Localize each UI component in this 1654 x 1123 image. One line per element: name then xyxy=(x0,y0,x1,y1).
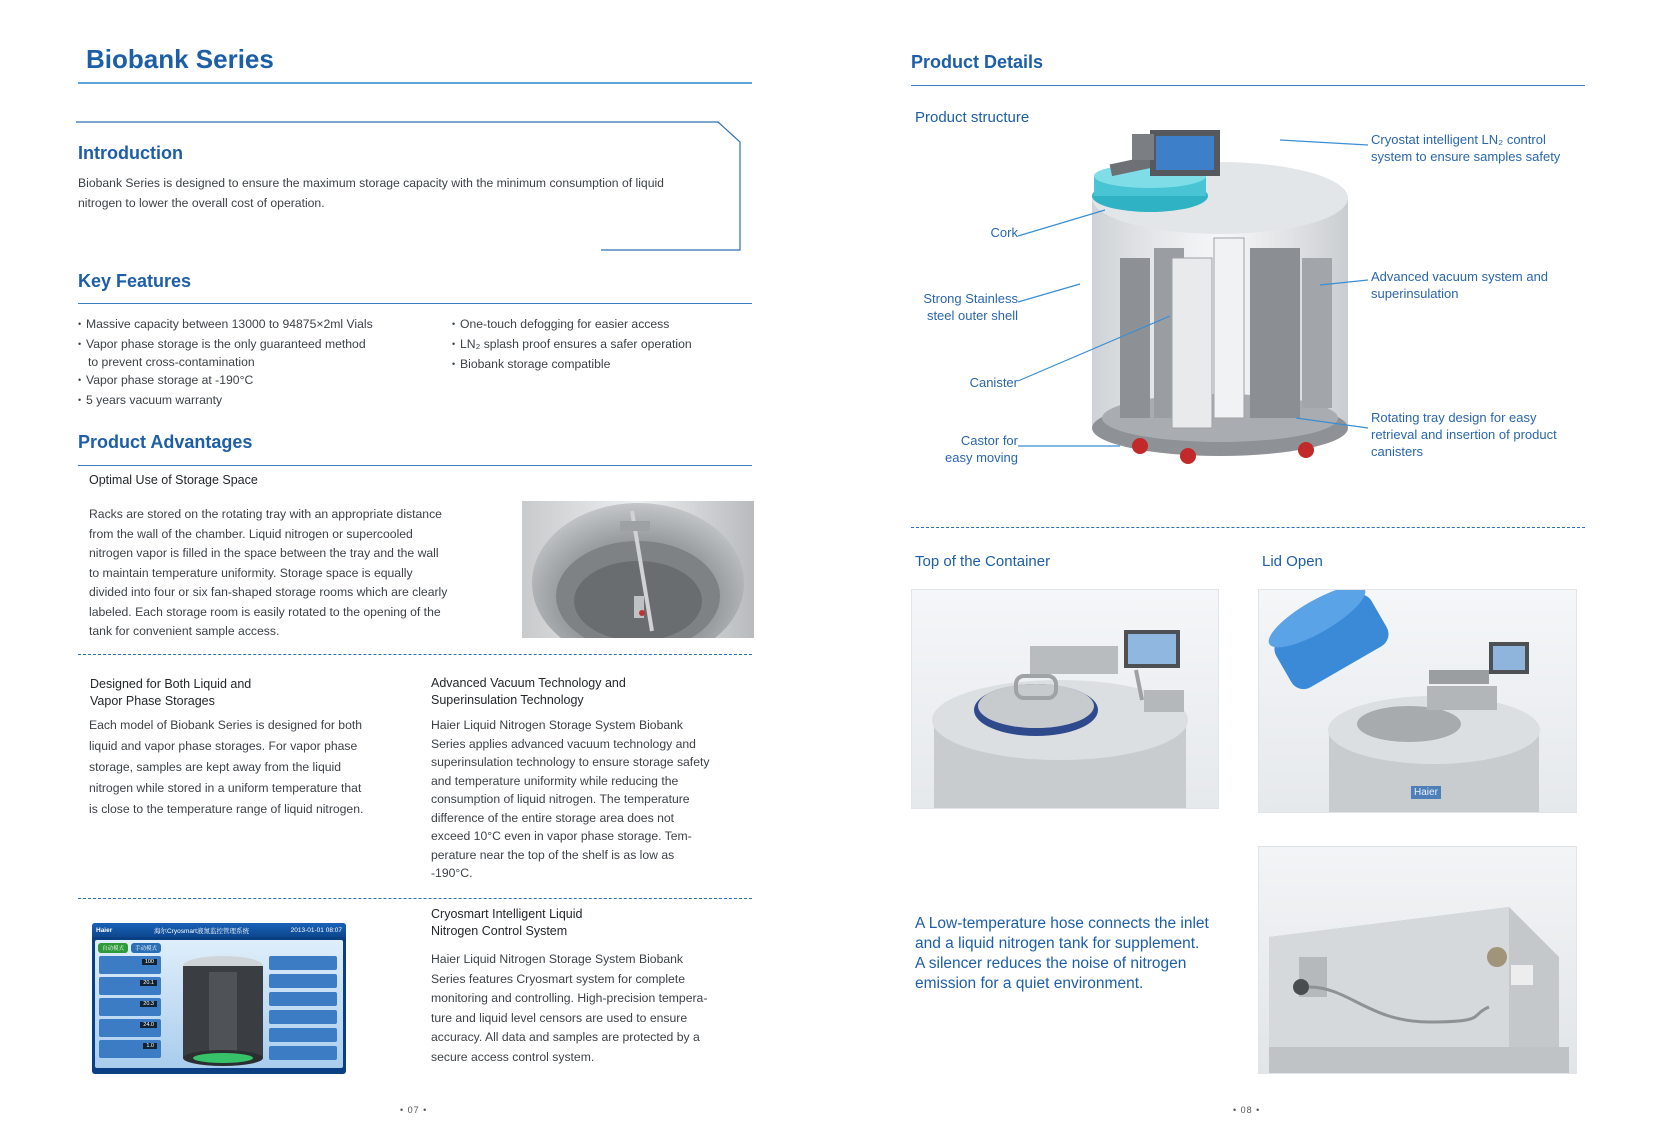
introduction-heading: Introduction xyxy=(78,143,183,163)
optimal-text: Racks are stored on the rotating tray with an appropriate distance from the wall of the chamber. Liquid nitrogen or supercooled nitrogen vapor is filled in the space between the tray and the wall to maintain temperature uniformity. Storage space is equally divided into four or six fan-shaped storage rooms which are clearly labeled. Each storage room is easily rotated to the opening of the tank for convenient sample access. xyxy=(89,507,448,638)
feature-item: • 5 years vacuum warranty xyxy=(78,390,408,410)
page-number-right: • 08 • xyxy=(1233,1105,1261,1115)
vacuum-title: Advanced Vacuum Technology and Superinsulation Technology xyxy=(431,676,626,707)
callout-lines-right xyxy=(1280,130,1370,440)
feature-item: • Vapor phase storage at -190°C xyxy=(78,370,408,390)
lid-open-label: Lid Open xyxy=(1262,553,1323,570)
callout-control-system: Cryostat intelligent LN₂ control system to ensure samples safety xyxy=(1371,132,1561,164)
key-features-heading: Key Features xyxy=(78,271,192,291)
details-rule xyxy=(911,85,1585,86)
title-rule xyxy=(78,82,752,84)
screen-tab-auto: 自动模式 xyxy=(98,943,128,953)
page-title: Biobank Series xyxy=(86,44,274,74)
advantages-rule xyxy=(78,465,752,466)
feature-item: • LN₂ splash proof ensures a safer operation xyxy=(452,334,752,354)
callout-canister: Canister xyxy=(969,375,1018,390)
lid-open-photo xyxy=(1258,589,1577,813)
callout-rotating-tray: Rotating tray design for easy retrieval and insertion of product canisters xyxy=(1371,410,1557,459)
top-container-photo xyxy=(911,589,1219,809)
both-phases-text: Each model of Biobank Series is designed for both liquid and vapor phase storages. For vapor phase storage, samples are kept away from the liquid nitrogen while stored in a uniform temperature that is close to the temperature range of liquid nitrogen. xyxy=(89,718,364,816)
key-features-list-1 xyxy=(78,314,408,410)
cryosmart-screen-image: Haier 海尔Cryosmart液氮监控管理系统 2013-01-01 08:07 自动模式 手动模式 100 20.1 20.3 24.0 1.0 xyxy=(92,923,346,1074)
cryosmart-title: Cryosmart Intelligent Liquid Nitrogen Control System xyxy=(431,907,583,938)
divider-2 xyxy=(78,898,752,899)
cryosmart-text: Haier Liquid Nitrogen Storage System Biobank Series features Cryosmart system for complete monitoring and controlling. High-precision tempera- ture and liquid level censors are used to ensure accuracy. All data and samples are protected by a secure access control system. xyxy=(431,952,708,1064)
tank-brand-label: Haier xyxy=(1411,786,1441,799)
callout-outer-shell: Strong Stainless steel outer shell xyxy=(923,291,1018,323)
page-number-left: • 07 • xyxy=(400,1105,428,1115)
both-phases-title: Designed for Both Liquid and Vapor Phase Storages xyxy=(90,677,252,708)
chamber-interior-photo xyxy=(522,501,754,638)
screen-tab-manual: 手动模式 xyxy=(131,943,161,953)
hose-silencer-photo xyxy=(1258,846,1577,1074)
feature-item: • Biobank storage compatible xyxy=(452,354,752,374)
divider-1 xyxy=(78,654,752,655)
callout-castor: Castor for easy moving xyxy=(945,433,1018,465)
screen-brand: Haier xyxy=(96,926,113,934)
hose-description: A Low-temperature hose connects the inlet and a liquid nitrogen tank for supplement. A silencer reduces the noise of nitrogen emission for a quiet environment. xyxy=(915,915,1209,992)
key-features-list-2 xyxy=(452,314,752,374)
top-container-label: Top of the Container xyxy=(915,553,1051,570)
optimal-title: Optimal Use of Storage Space xyxy=(89,473,258,487)
vacuum-text: Haier Liquid Nitrogen Storage System Biobank Series applies advanced vacuum technology and superinsulation technology to ensure storage safety and temperature uniformity while reducing the consumption of liquid nitrogen. The temperature difference of the entire storage area does not exceed 10°C even in vapor phase storage. Tem- perature near the top of the shelf is as low as -190°C. xyxy=(431,718,710,880)
key-features-rule xyxy=(78,303,752,304)
feature-item: • One-touch defogging for easier access xyxy=(452,314,752,334)
feature-item: • Massive capacity between 13000 to 94875×2ml Vials xyxy=(78,314,408,334)
feature-item: • Vapor phase storage is the only guaranteed method to prevent cross-contamination xyxy=(78,334,408,370)
product-details-title: Product Details xyxy=(911,52,1044,72)
details-divider xyxy=(911,527,1585,528)
introduction-text: Biobank Series is designed to ensure the maximum storage capacity with the minimum consumption of liquid nitrogen to lower the overall cost of operation. xyxy=(78,176,664,210)
callout-vacuum-system: Advanced vacuum system and superinsulation xyxy=(1371,269,1549,301)
screen-title: 海尔Cryosmart液氮监控管理系统 xyxy=(153,927,249,935)
screen-date: 2013-01-01 08:07 xyxy=(290,926,342,934)
product-structure-heading: Product structure xyxy=(915,109,1030,126)
product-advantages-heading: Product Advantages xyxy=(78,432,253,452)
callout-cork: Cork xyxy=(990,225,1018,240)
